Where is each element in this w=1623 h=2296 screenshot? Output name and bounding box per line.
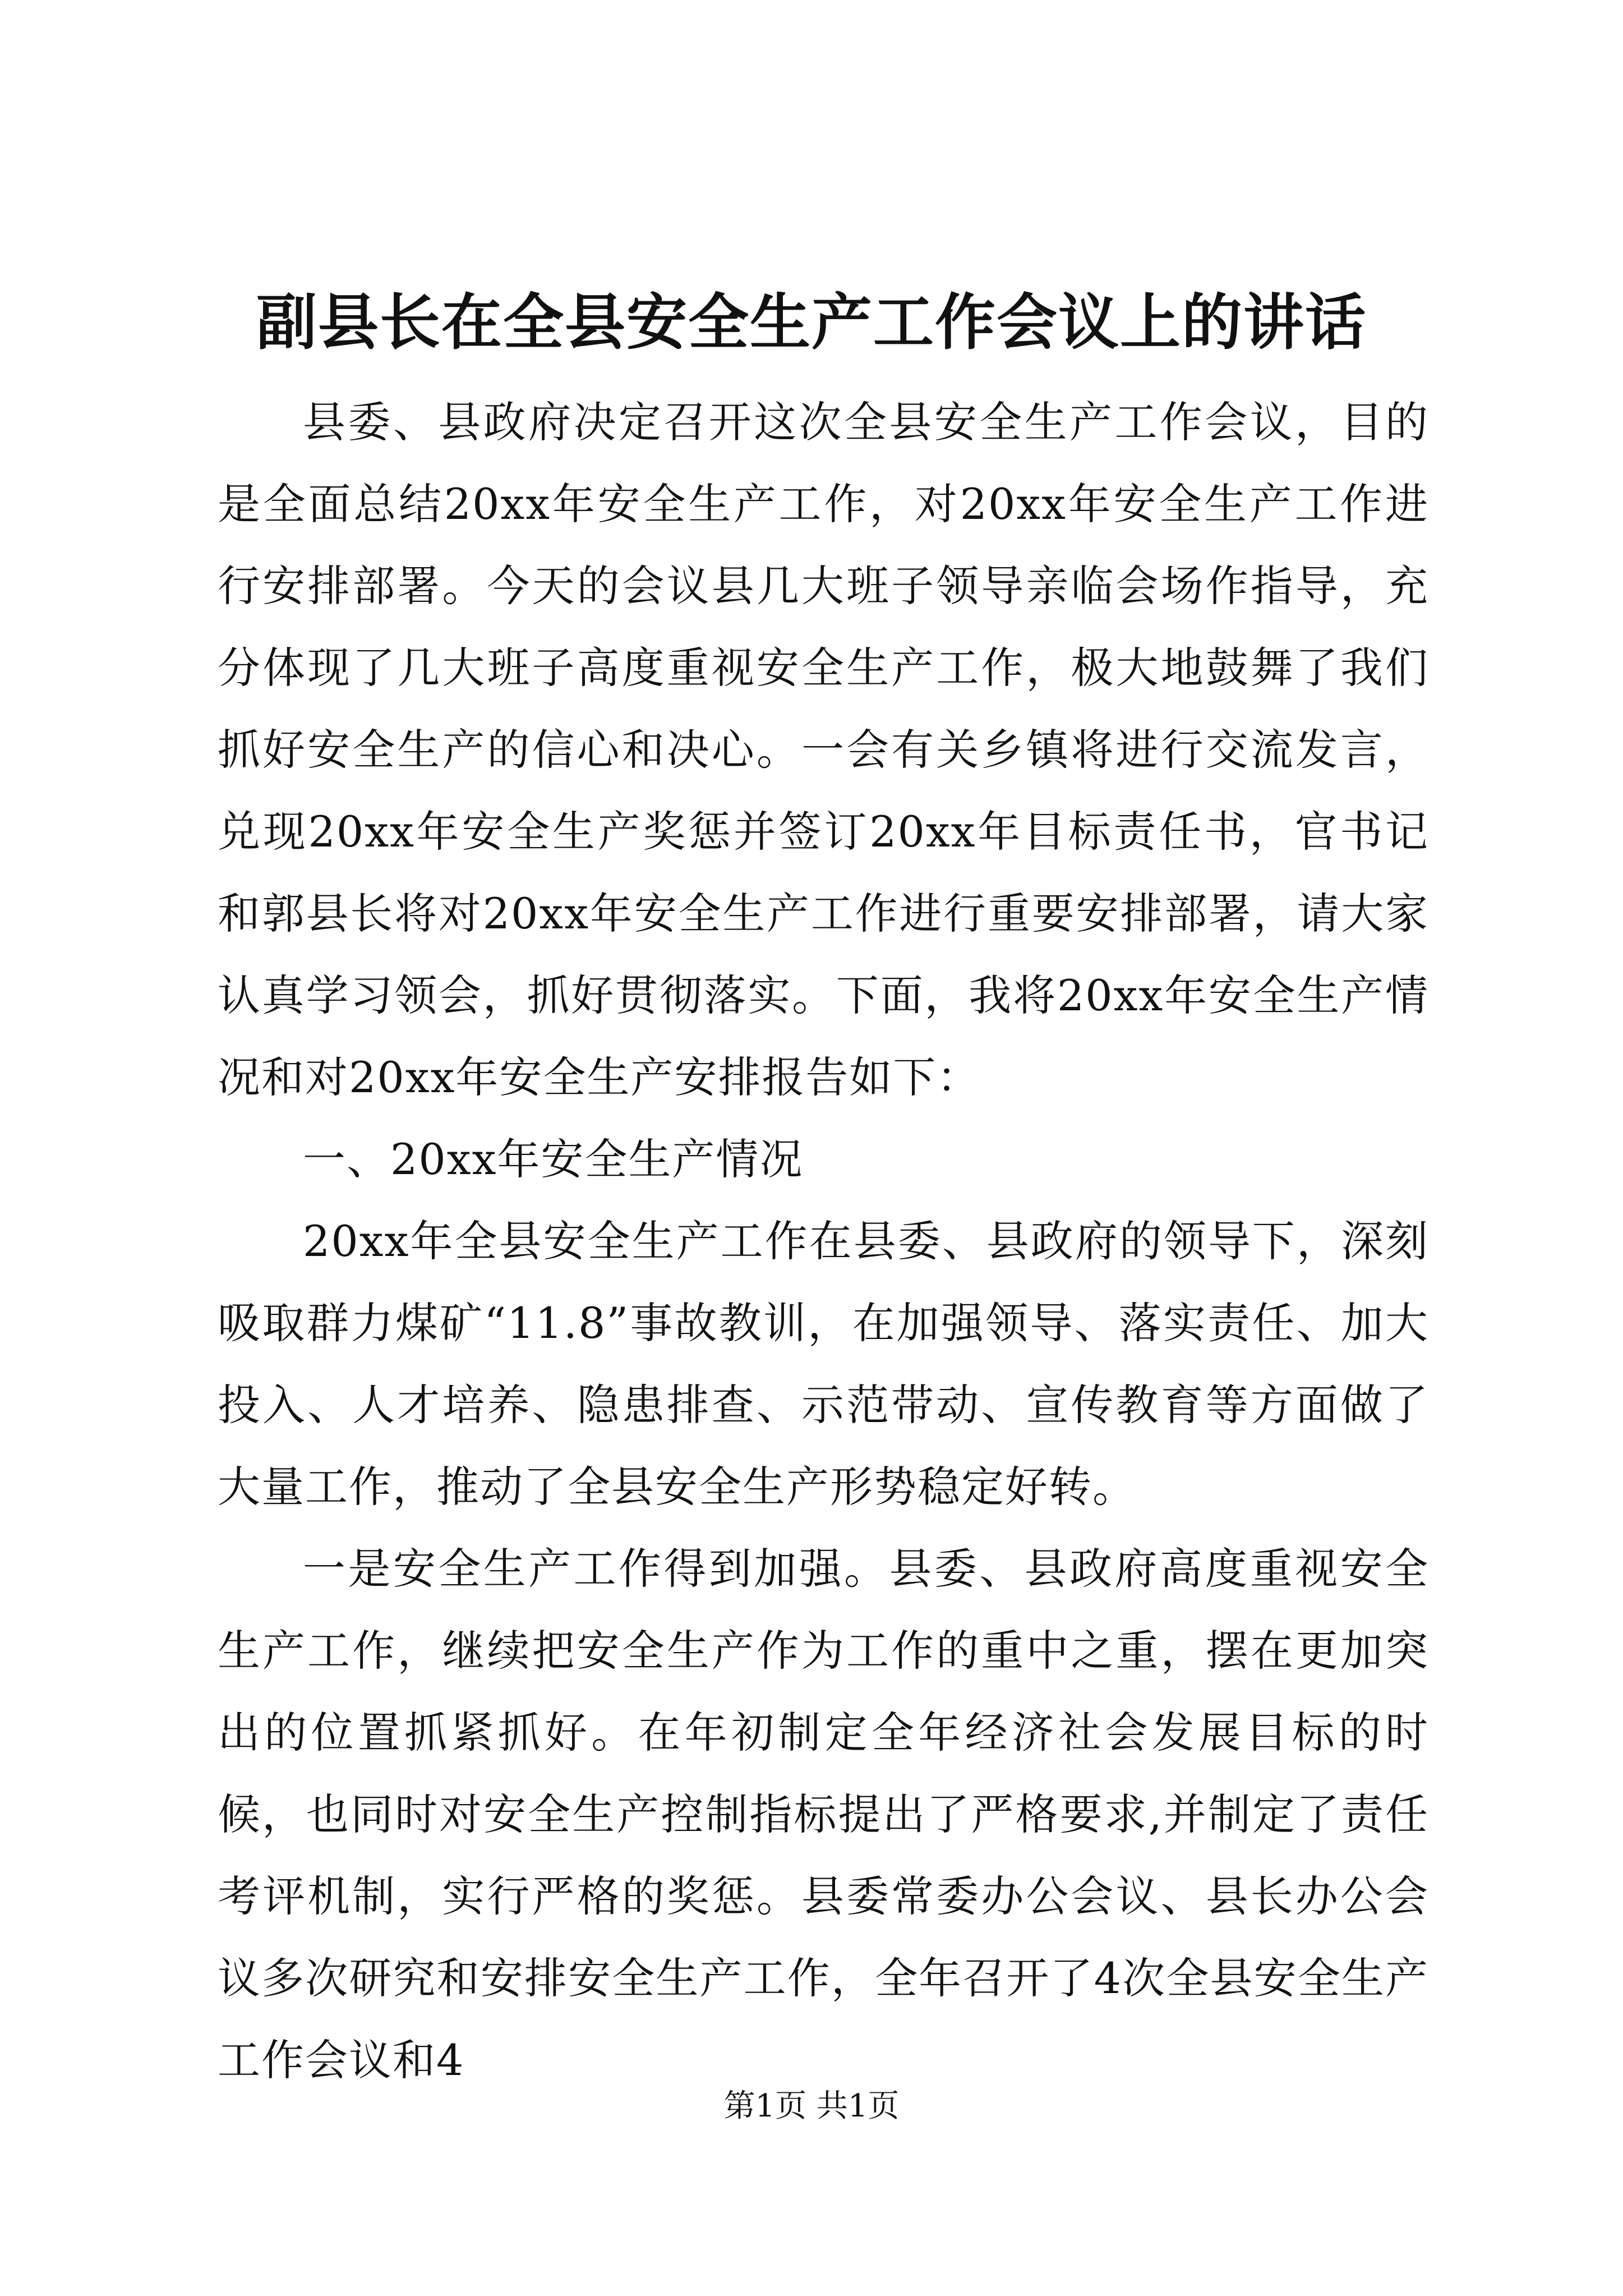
- document-body: [218, 381, 1429, 2101]
- paragraph-intro: 县委、县政府决定召开这次全县安全生产工作会议，目的是全面总结20xx年安全生产工作，对20xx年安全生产工作进行安排部署。今天的会议县几大班子领导亲临会场作指导，充分体现了几大班子高度重视安全生产工作，极大地鼓舞了我们抓好安全生产的信心和决心。一会有关乡镇将进行交流发言，兑现20xx年安全生产奖惩并签订20xx年目标责任书，官书记和郭县长将对20xx年安全生产工作进行重要安排部署，请大家认真学习领会，抓好贯彻落实。下面，我将20xx年安全生产情况和对20xx年安全生产安排报告如下：: [218, 397, 1429, 1102]
- page-footer: 第1页 共1页: [723, 2088, 900, 2124]
- paragraph-point-one: 一是安全生产工作得到加强。县委、县政府高度重视安全生产工作，继续把安全生产作为工作的重中之重，摆在更加突出的位置抓紧抓好。在年初制定全年经济社会发展目标的时候，也同时对安全生产控制指标提出了严格要求,并制定了责任考评机制，实行严格的奖惩。县委常委办公会议、县长办公会议多次研究和安排安全生产工作，全年召开了4次全县安全生产工作会议和4: [218, 1544, 1429, 2085]
- document-title: 副县长在全县安全生产工作会议上的讲话: [256, 287, 1367, 358]
- section-heading: 一、20xx年安全生产情况: [303, 1134, 804, 1184]
- paragraph-overview: 20xx年全县安全生产工作在县委、县政府的领导下，深刻吸取群力煤矿“11.8”事故教训，在加强领导、落实责任、加大投入、人才培养、隐患排查、示范带动、宣传教育等方面做了大量工作，推动了全县安全生产形势稳定好转。: [218, 1216, 1429, 1512]
